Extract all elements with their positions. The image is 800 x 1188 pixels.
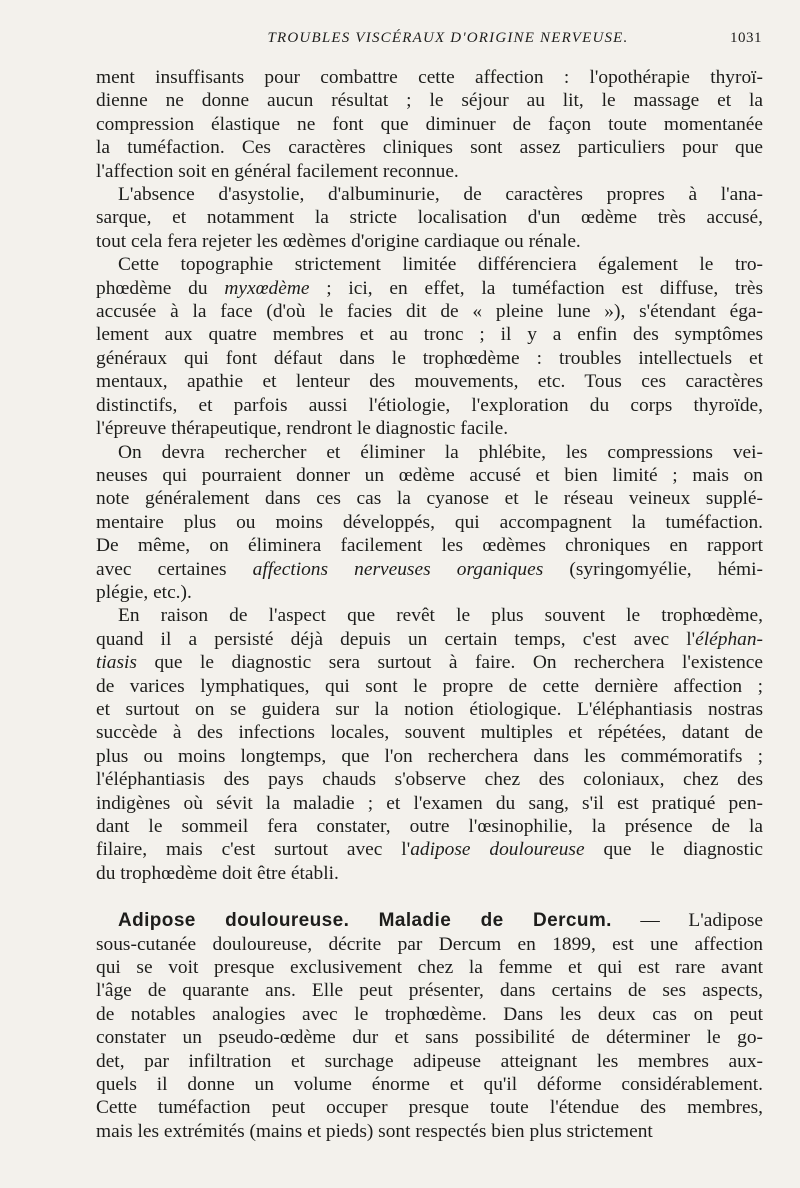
text-line [96,183,763,206]
text-line [96,370,763,393]
text-run: De même, on éliminera facilement les œdèmes chroniques en rapport [96,535,763,557]
italic-term: myxœdème [224,277,310,299]
text-run: compression élastique ne font que diminuer de façon toute momentanée [96,113,763,135]
text-run: dant le sommeil fera constater, outre l'œsinophilie, la présence de la [96,816,763,837]
italic-term: éléphan- [695,628,763,650]
text-line [96,1003,763,1026]
text-line [96,768,763,791]
text-line [96,487,763,510]
text-line [96,417,763,440]
text-run: la tuméfaction. Ces caractères cliniques sont assez particuliers pour que [96,137,763,159]
text-run: l'épreuve thérapeutique, rendront le diagnostic facile. [96,418,509,440]
text-run: On devra rechercher et éliminer la phlébite, les compressions vei- [118,441,763,463]
text-line [96,277,763,300]
text-line [96,347,763,370]
text-run: du trophœdème doit être établi. [96,862,339,884]
text-run: que le diagnostic sera surtout à faire. On recherchera l'existence [136,652,763,674]
text-line [96,136,763,159]
text-run: accusée à la face (d'où le facies dit de « pleine lune »), s'étendant éga- [96,301,763,323]
text-line [96,604,763,627]
text-run: quand il a persisté déjà depuis un certain temps, c'est avec l' [96,628,696,650]
text-run: — L'adipose [611,910,763,932]
text-line [96,534,763,557]
text-run: l'âge de quarante ans. Elle peut présenter, dans certains de ses aspects, [96,980,763,1002]
text-run: généraux qui font défaut dans le trophœdème : troubles intellectuels et [96,347,763,369]
text-run: lement aux quatre membres et au tronc ; il y a enfin des symptômes [96,324,763,346]
text-run: que le diagnostic [584,839,763,861]
paragraph [96,183,763,253]
text-run: plégie, etc.). [96,581,192,603]
text-line [96,815,763,838]
text-run: (syringomyélie, hémi- [543,558,763,580]
text-line [96,1120,763,1143]
running-head [96,30,760,52]
text-run: succède à des infections locales, souvent multiples et répétées, datant de [96,722,763,744]
text-run: plus ou moins longtemps, que l'on recherchera dans les commémoratifs ; [96,745,763,767]
text-line [96,160,763,183]
text-run: l'éléphantiasis des pays chauds s'observe chez des coloniaux, chez des [96,769,763,791]
italic-term: affections nerveuses organiques [252,558,544,580]
text-run: mais les extrémités (mains et pieds) sont respectés bien plus strictement [96,1120,653,1142]
text-run: de varices lymphatiques, qui sont le propre de cette dernière affection ; [96,675,763,697]
text-line [96,253,763,276]
italic-term: tiasis [96,652,137,674]
text-run: L'absence d'asystolie, d'albuminurie, de caractères propres à l'ana- [118,184,763,206]
section-heading: Adipose douloureuse. Maladie de Dercum. [118,910,612,932]
text-line [96,745,763,768]
paragraph [96,441,763,605]
text-line [96,66,763,89]
text-line [96,956,763,979]
text-line [96,1096,763,1119]
text-run: distinctifs, et parfois aussi l'étiologie, l'exploration du corps thyroïde, [96,394,763,416]
text-line [96,1050,763,1073]
text-line [96,206,763,229]
text-line [96,792,763,815]
text-run: dienne ne donne aucun résultat ; le séjour au lit, le massage et la [96,90,763,112]
text-run: avec certaines [96,558,253,580]
text-line [96,323,763,346]
text-line [96,1073,763,1096]
text-line [96,698,763,721]
text-run: et surtout on se guidera sur la notion étiologique. L'éléphantiasis nostras [96,698,763,720]
text-run: ment insuffisants pour combattre cette affection : l'opothérapie thyroï- [96,67,763,88]
text-run: phœdème du [96,277,225,299]
paragraph [96,253,763,440]
text-run: filaire, mais c'est surtout avec l' [96,839,411,861]
text-line [96,979,763,1002]
text-run: neuses qui pourraient donner un œdème accusé et bien limité ; mais on [96,464,763,486]
section-adipose-douloureuse [96,909,763,1143]
text-line [96,511,763,534]
text-line [96,675,763,698]
text-run: sarque, et notamment la stricte localisation d'un œdème très accusé, [96,207,763,229]
text-run: quels il donne un volume énorme et qu'il déforme considérablement. [96,1074,763,1096]
text-line [96,909,763,932]
text-run: ; ici, en effet, la tuméfaction est diffuse, très [309,277,763,299]
text-line [96,558,763,581]
text-run: Cette tuméfaction peut occuper presque toute l'étendue des membres, [96,1097,763,1119]
text-line [96,300,763,323]
text-run: de notables analogies avec le trophœdème. Dans les deux cas on peut [96,1003,763,1025]
text-line [96,721,763,744]
text-line [96,651,763,674]
page-number: 1031 [730,30,762,46]
text-run: sous-cutanée douloureuse, décrite par Dercum en 1899, est une affection [96,933,763,955]
text-line [96,628,763,651]
italic-term: adipose douloureuse [410,839,585,861]
text-run: mentaire plus ou moins développés, qui accompagnent la tuméfaction. [96,511,763,533]
text-line [96,1026,763,1049]
text-line [96,113,763,136]
text-run: tout cela fera rejeter les œdèmes d'origine cardiaque ou rénale. [96,230,581,252]
text-run: det, par infiltration et surchage adipeuse atteignant les membres aux- [96,1050,763,1072]
text-line [96,89,763,112]
text-line [96,441,763,464]
text-line [96,581,763,604]
text-line [96,464,763,487]
text-line [96,838,763,861]
text-run: indigènes où sévit la maladie ; et l'examen du sang, s'il est pratiqué pen- [96,792,763,814]
text-line [96,933,763,956]
text-line [96,230,763,253]
text-run: Cette topographie strictement limitée différenciera également le tro- [118,254,763,276]
text-run: note généralement dans ces cas la cyanose et le réseau veineux supplé- [96,488,763,510]
text-run: En raison de l'aspect que revêt le plus souvent le trophœdème, [118,605,763,627]
text-run: mentaux, apathie et lenteur des mouvements, etc. Tous ces caractères [96,371,763,393]
text-run: constater un pseudo-œdème dur et sans possibilité de déterminer le go- [96,1027,763,1049]
text-line [96,394,763,417]
text-run: qui se voit presque exclusivement chez la femme et qui est rare avant [96,957,763,979]
text-run: l'affection soit en général facilement reconnue. [96,160,459,182]
paragraph [96,604,763,885]
running-title: TROUBLES VISCÉRAUX D'ORIGINE NERVEUSE. [267,30,629,46]
text-line [96,862,763,885]
body-text [96,66,763,1143]
section-gap [96,885,763,909]
paragraph [96,66,763,183]
